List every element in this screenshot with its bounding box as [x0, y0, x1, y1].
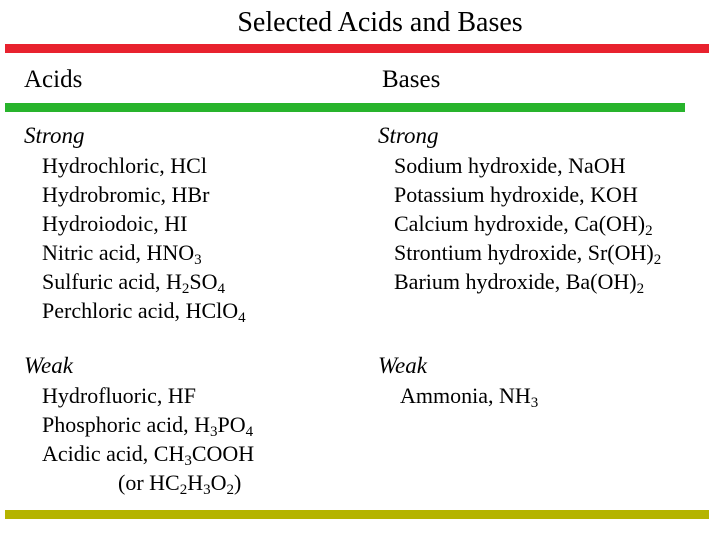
compound-name: Calcium hydroxide, — [394, 211, 575, 236]
bases-column-header: Bases — [382, 66, 441, 93]
compound-name: Hydroiodoic, — [42, 211, 165, 236]
list-item — [42, 381, 254, 410]
formula-subscript: 3 — [203, 482, 211, 498]
formula-part: H — [187, 470, 204, 495]
formula-subscript: 4 — [217, 281, 226, 297]
compound-formula — [153, 441, 255, 469]
formula-subscript: 2 — [645, 223, 653, 239]
compound-name: Nitric acid, — [42, 240, 147, 265]
compound-formula — [568, 153, 625, 178]
formula-part: HF — [167, 383, 196, 408]
formula-subscript: 3 — [530, 395, 539, 411]
compound-name: Strontium hydroxide, — [394, 240, 588, 265]
list-item — [42, 410, 254, 439]
formula-part: O — [210, 470, 227, 495]
list-item — [400, 381, 538, 410]
list-item — [394, 267, 661, 296]
compound-formula — [168, 383, 196, 408]
formula-subscript: 2 — [181, 281, 190, 297]
formula-part: HCl — [170, 153, 207, 178]
compound-formula — [170, 153, 207, 178]
list-item — [42, 238, 246, 267]
list-item — [394, 238, 661, 267]
compound-name: Barium hydroxide, — [394, 269, 566, 294]
list-item — [394, 180, 661, 209]
compound-formula — [565, 269, 645, 297]
page-title: Selected Acids and Bases — [237, 7, 523, 38]
compound-formula — [587, 240, 662, 268]
acids-column-header: Acids — [24, 66, 83, 93]
list-item — [42, 439, 254, 468]
formula-part: PO — [217, 412, 246, 437]
compound-name: Perchloric acid, — [42, 298, 186, 323]
formula-part: HI — [164, 211, 188, 236]
formula-part: H — [166, 269, 182, 294]
list-item — [42, 180, 246, 209]
compound-name: Potassium hydroxide, — [394, 182, 591, 207]
acids-strong-heading: Strong — [24, 123, 85, 148]
formula-part: HClO — [185, 298, 239, 323]
compound-formula — [194, 412, 254, 440]
list-item — [394, 209, 661, 238]
formula-part: H — [194, 412, 211, 437]
formula-subscript: 2 — [636, 281, 645, 297]
formula-part: COOH — [191, 441, 255, 466]
compound-name: Hydrochloric, — [42, 153, 171, 178]
bases-strong-list — [394, 151, 661, 296]
formula-subscript: 3 — [184, 453, 192, 469]
compound-name: Ammonia, — [400, 383, 499, 408]
compound-formula — [574, 211, 653, 239]
acids-weak-list — [42, 381, 254, 497]
formula-subscript: 4 — [245, 424, 254, 440]
formula-part: HNO — [146, 240, 195, 265]
compound-formula — [172, 182, 210, 207]
compound-formula — [164, 211, 187, 236]
acids-strong-list — [42, 151, 246, 325]
acids-weak-heading: Weak — [24, 353, 73, 378]
compound-name: Hydrobromic, — [42, 182, 172, 207]
compound-formula — [149, 470, 242, 498]
red-divider-bar — [5, 44, 709, 53]
compound-name: Hydrofluoric, — [42, 383, 168, 408]
compound-formula — [146, 240, 202, 268]
compound-name: Sulfuric acid, — [42, 269, 167, 294]
list-item — [394, 151, 661, 180]
bases-weak-list — [400, 381, 538, 410]
olive-divider-bar — [5, 510, 709, 519]
formula-part: Ba(OH) — [565, 269, 637, 294]
list-item — [42, 468, 254, 497]
bases-weak-heading: Weak — [378, 353, 427, 378]
list-item — [42, 296, 246, 325]
compound-name: Sodium hydroxide, — [394, 153, 569, 178]
formula-part: NaOH — [568, 153, 626, 178]
compound-formula — [166, 269, 226, 297]
formula-part: HC — [149, 470, 180, 495]
list-item — [42, 209, 246, 238]
formula-part: HBr — [171, 182, 210, 207]
bases-strong-heading: Strong — [378, 123, 439, 148]
formula-part: CH — [153, 441, 185, 466]
formula-part: NH — [499, 383, 531, 408]
compound-formula — [185, 298, 246, 326]
formula-subscript: 2 — [179, 482, 188, 498]
compound-formula — [590, 182, 638, 207]
list-item — [42, 151, 246, 180]
formula-subscript: 2 — [653, 252, 662, 268]
compound-name: Phosphoric acid, — [42, 412, 195, 437]
compound-formula — [499, 383, 539, 411]
formula-subscript: 2 — [226, 482, 234, 498]
list-item — [42, 267, 246, 296]
formula-subscript: 3 — [210, 424, 218, 440]
formula-part: SO — [189, 269, 218, 294]
compound-name: (or — [118, 470, 150, 495]
formula-subscript: 3 — [194, 252, 202, 268]
formula-part: ) — [234, 470, 242, 495]
compound-name: Acidic acid, — [42, 441, 154, 466]
formula-part: Ca(OH) — [574, 211, 646, 236]
formula-part: Sr(OH) — [587, 240, 654, 265]
formula-subscript: 4 — [238, 310, 246, 326]
green-divider-bar — [5, 103, 685, 112]
formula-part: KOH — [590, 182, 638, 207]
